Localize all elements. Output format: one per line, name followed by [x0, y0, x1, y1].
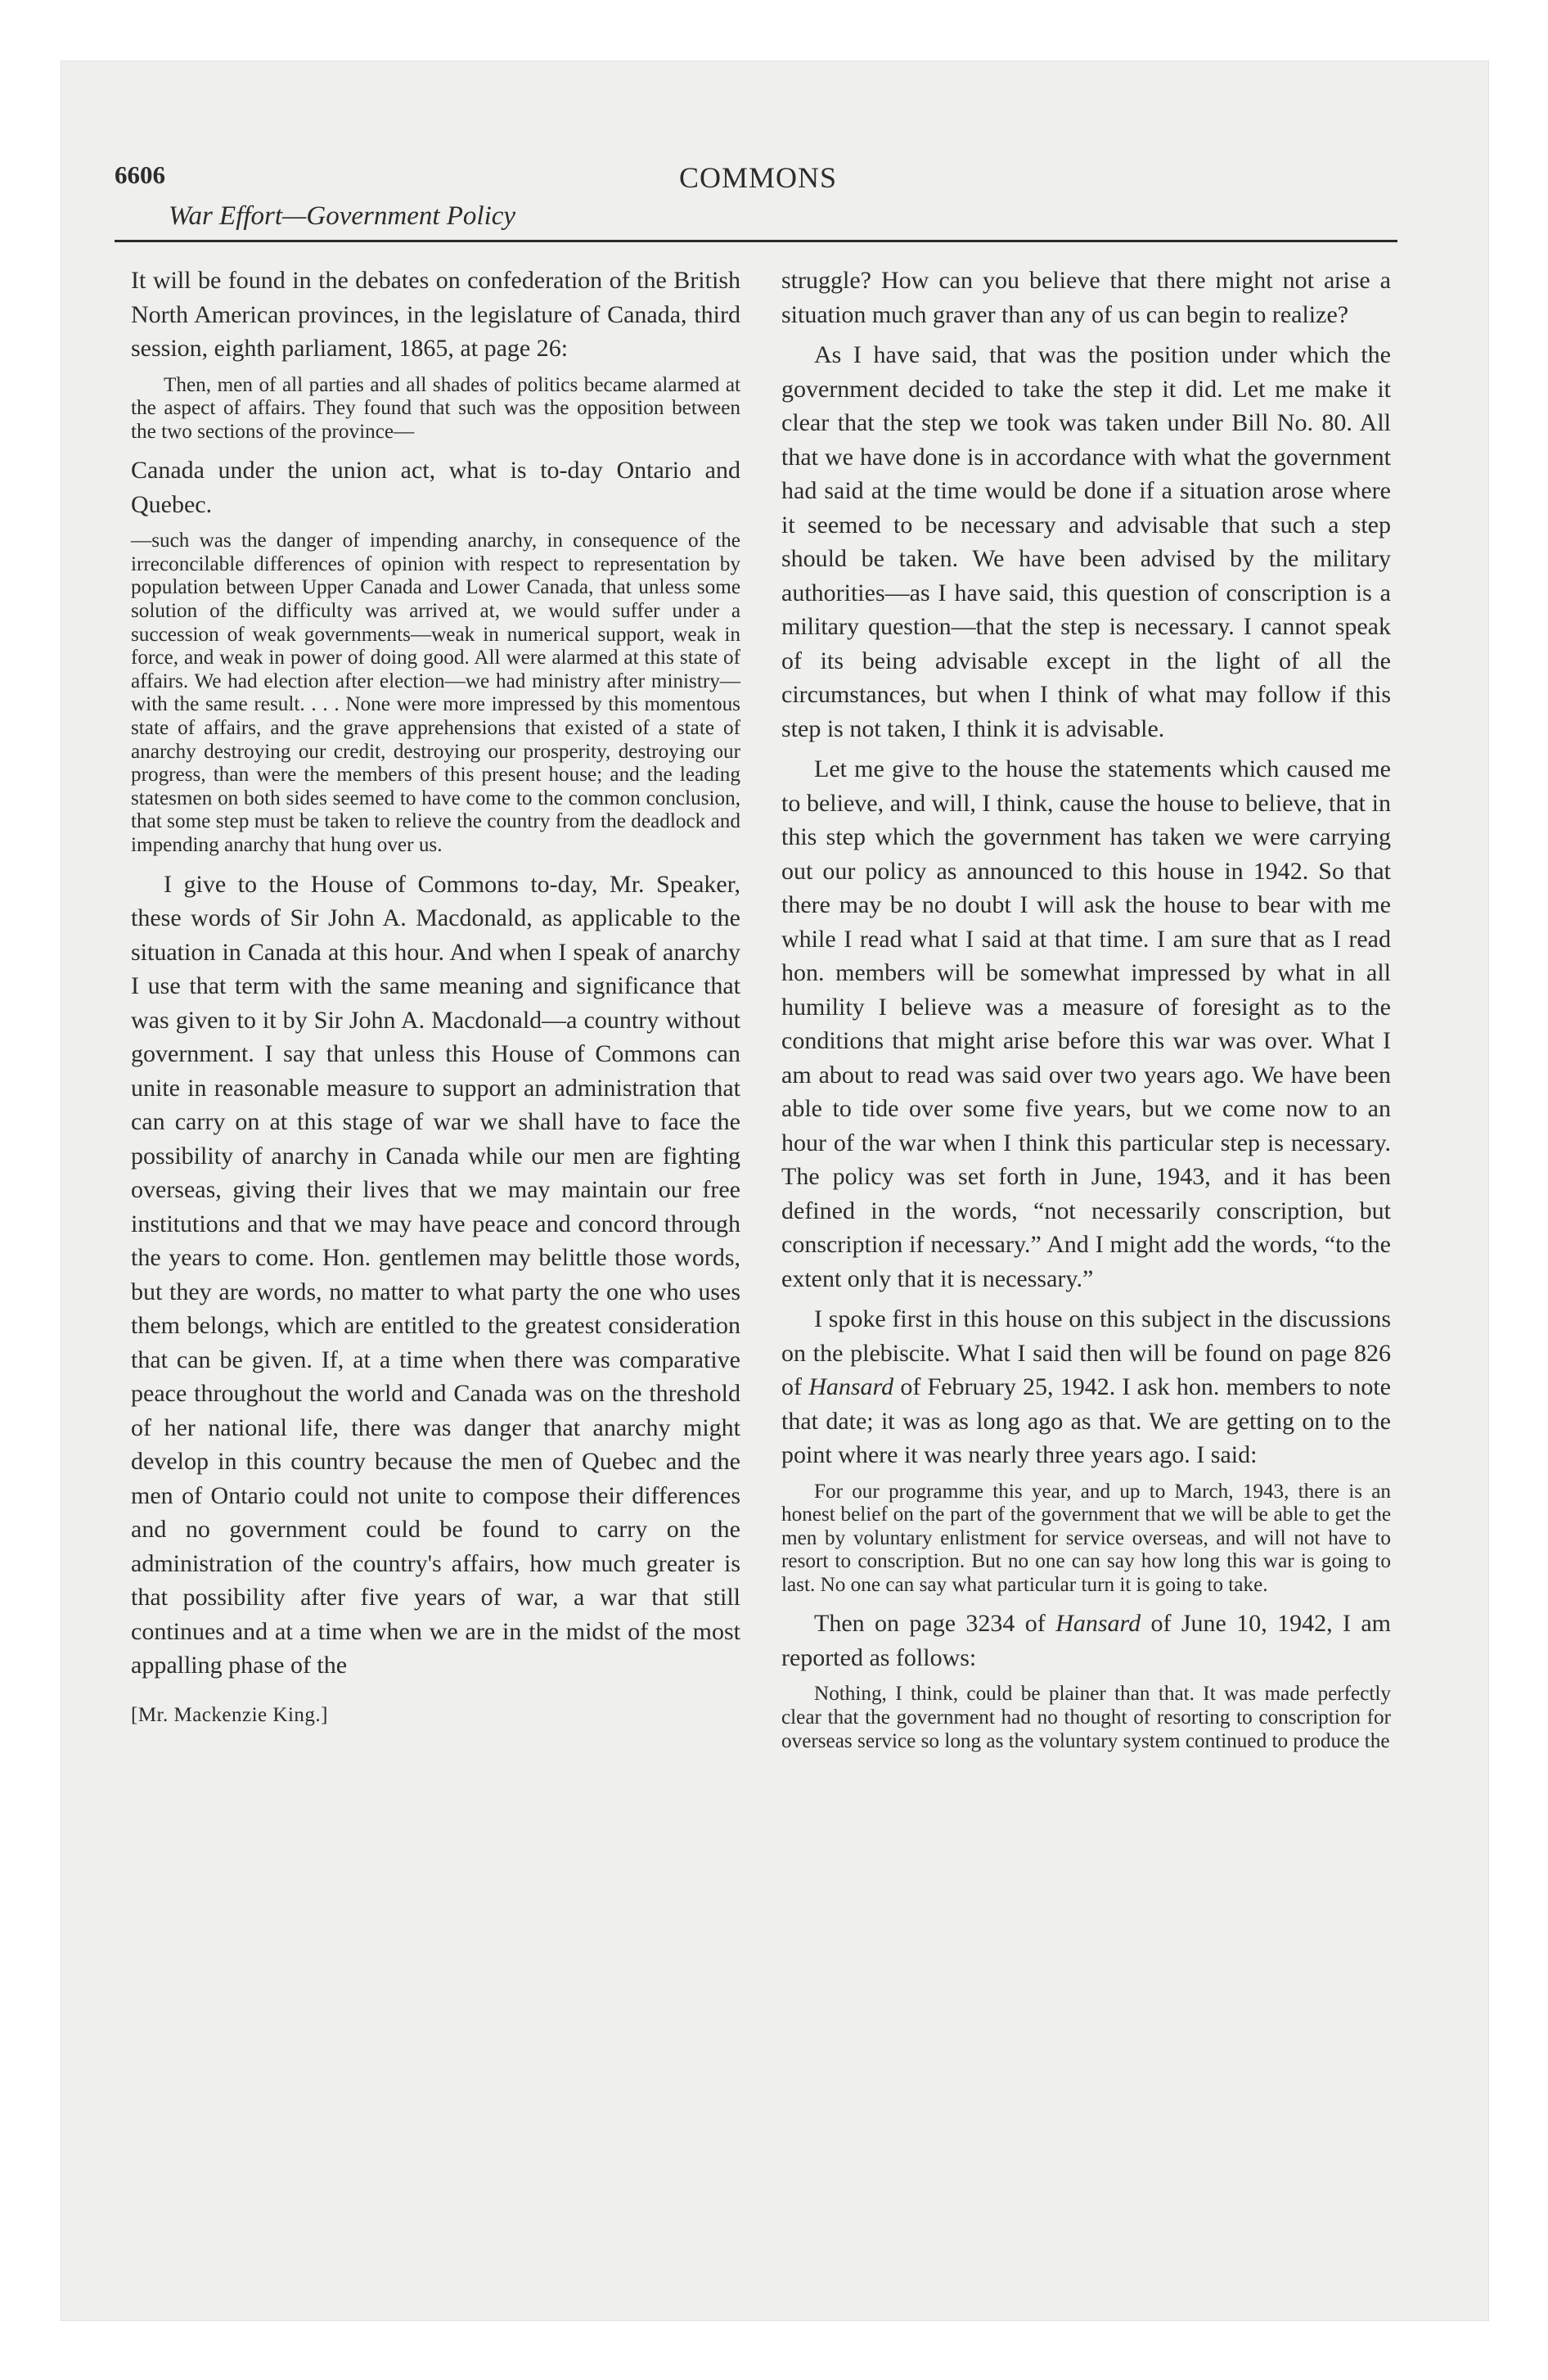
- speaker-attribution: [Mr. Mackenzie King.]: [131, 1703, 328, 1726]
- paragraph: Let me give to the house the statements which caused me to believe, and will, I think, cause the house to believe, that in this step which the government has taken we were carrying out our policy as announced to this house in 1942. So that there may be no doubt I will ask the house to bear with me while I read what I said at that time. I am sure that as I read hon. members will be somewhat impressed by what in all humility I believe was a measure of foresight as to the conditions that might arise before this war was over. What I am about to read was said over two years ago. We have been able to tide over some five years, but we come now to an hour of the war when I think this particular step is necessary. The policy was set forth in June, 1943, and it has been defined in the words, “not necessarily conscription, but conscription if necessary.” And I might add the words, “to the extent only that it is necessary.”: [781, 755, 1391, 1292]
- block-quote: Then, men of all parties and all shades of politics became alarmed at the aspect of affairs. They found that such was the opposition between the two sections of the province—: [131, 373, 740, 443]
- paragraph: It will be found in the debates on confederation of the British North American provinces, in the legislature of Canada, third session, eighth parliament, 1865, at page 26:: [131, 267, 740, 362]
- running-head: COMMONS: [679, 161, 838, 194]
- header-rule: [115, 240, 1397, 242]
- text-run: of June 10, 1942, I am reported as follows:: [781, 1610, 1392, 1671]
- paragraph: I give to the House of Commons to-day, Mr. Speaker, these words of Sir John A. Macdonald, as applicable to the situation in Canada at this hour. And when I speak of anarchy I use that term with the same meaning and significance that was given to it by Sir John A. Macdonald—a country without government. I say that unless this House of Commons can unite in reasonable measure to support an administration that can carry on at this stage of war we shall have to face the possibility of anarchy in Canada while our men are fighting overseas, giving their lives that we may maintain our free institutions and that we may have peace and concord through the years to come. Hon. gentlemen may belittle those words, but they are words, no matter to what party the one who uses them belongs, which are entitled to the greatest consideration that can be given. If, at a time when there was comparative peace throughout the world and Canada was on the threshold of her national life, there was danger that anarchy might develop in this country because the men of Quebec and the men of Ontario could not unite to compose their differences and no government could be found to carry on the administration of the country's affairs, how much greater is that possibility after five years of war, a war that still continues and at a time when we are in the midst of the most appalling phase of the: [131, 870, 740, 1679]
- hansard-citation: Hansard: [1055, 1610, 1141, 1638]
- page-number: 6606: [115, 160, 165, 189]
- paragraph: Canada under the union act, what is to-day Ontario and Quebec.: [131, 457, 740, 518]
- text-run: I spoke first in this house on this subject in the discussions on the plebiscite. What I said then will be found on page 826 of: [781, 1305, 1391, 1400]
- paragraph: As I have said, that was the position under which the government decided to take the step it did. Let me make it clear that the step we took was taken under Bill No. 80. All that we have done is in accordance with what the government had said at the time would be done if a situation arose where it seemed to be necessary and advisable that such a step should be taken. We have been advised by the military authorities—as I have said, this question of conscription is a military question—that the step is necessary. I cannot speak of its being advisable except in the light of all the circumstances, but when I think of what may follow if this step is not taken, I think it is advisable.: [781, 341, 1391, 742]
- paragraph: [781, 1607, 1391, 1675]
- paragraph: struggle? How can you believe that there might not arise a situation much graver than any of us can begin to realize?: [781, 267, 1391, 328]
- left-column: [131, 264, 740, 1727]
- text-run: of February 25, 1942. I ask hon. members to note that date; it was as long ago as that. We are getting on to the point where it was nearly three years ago. I said:: [781, 1373, 1392, 1468]
- block-quote: Nothing, I think, could be plainer than that. It was made perfectly clear that the government had no thought of resorting to conscription for overseas service so long as the voluntary system continued to produce the: [781, 1683, 1391, 1752]
- hansard-citation: Hansard: [808, 1373, 894, 1400]
- text-run: Then on page 3234 of: [814, 1610, 1056, 1638]
- block-quote: For our programme this year, and up to March, 1943, there is an honest belief on the part of the government that we will be able to get the men by voluntary enlistment for service overseas, and will not have to resort to conscription. But no one can say how long this war is going to last. No one can say what particular turn it is going to take.: [781, 1480, 1391, 1596]
- section-title: War Effort—Government Policy: [169, 201, 516, 231]
- block-quote: —such was the danger of impending anarchy, in consequence of the irreconcilable differences of opinion with respect to representation by population between Upper Canada and Lower Canada, that unless some solution of the difficulty was arrived at, we would suffer under a succession of weak governments—weak in numerical support, weak in force, and weak in power of doing good. All were alarmed at this state of affairs. We had election after election—we had ministry after ministry—with the same result. . . . None were more impressed by this momentous state of affairs, and the grave apprehensions that existed of a state of anarchy destroying our credit, destroying our prosperity, destroying our progress, than were the members of this present house; and the leading statesmen on both sides seemed to have come to the common conclusion, that some step must be taken to relieve the country from the deadlock and impending anarchy that hung over us.: [131, 530, 740, 856]
- page-header: [115, 160, 1407, 250]
- paragraph: [781, 1302, 1391, 1472]
- right-column: [781, 264, 1391, 1763]
